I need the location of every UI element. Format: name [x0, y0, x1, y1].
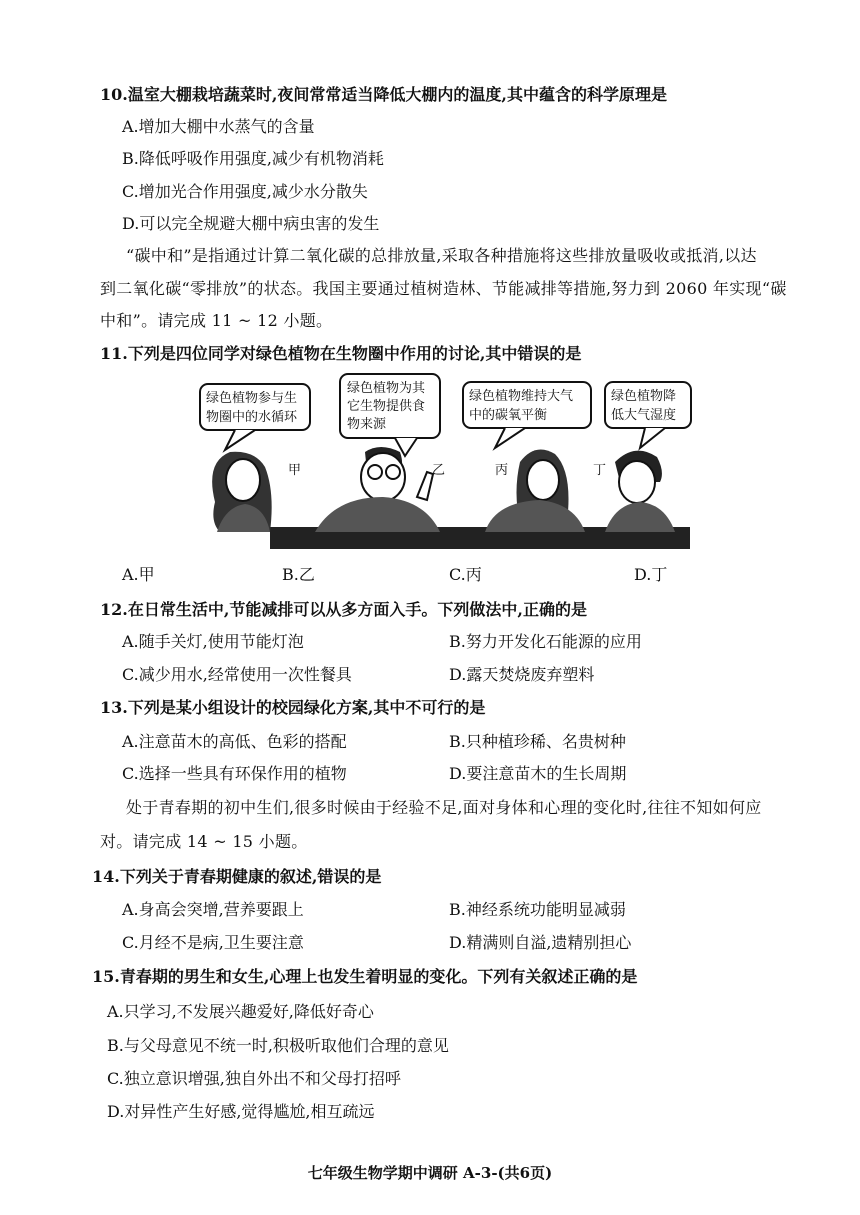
- q12-stem: 12.在日常生活中,节能减排可以从多方面入手。下列做法中,正确的是: [100, 600, 587, 619]
- speaker-yi: 乙: [432, 463, 446, 478]
- speaker-jia: 甲: [288, 463, 302, 478]
- discussion-illustration: [195, 372, 695, 552]
- bubble-bing-line1: 绿色植物维持大气: [469, 389, 574, 404]
- q11-option-b: B.乙: [282, 565, 315, 584]
- q15-option-b: B.与父母意见不统一时,积极听取他们合理的意见: [107, 1036, 449, 1055]
- q13-option-c: C.选择一些具有环保作用的植物: [122, 764, 347, 783]
- speaker-ding: 丁: [593, 463, 607, 478]
- bubble-yi-line1: 绿色植物为其: [347, 381, 426, 396]
- speech-bubble-yi: [340, 374, 440, 456]
- bubble-yi-line3: 物来源: [347, 417, 387, 432]
- bubble-ding-line1: 绿色植物降: [611, 389, 677, 404]
- q14-option-b: B.神经系统功能明显减弱: [449, 900, 626, 919]
- q13-stem: 13.下列是某小组设计的校园绿化方案,其中不可行的是: [100, 698, 486, 717]
- q12-option-a: A.随手关灯,使用节能灯泡: [122, 632, 304, 651]
- q10-option-c: C.增加光合作用强度,减少水分散失: [122, 182, 368, 201]
- q12-option-d: D.露天焚烧废弃塑料: [449, 665, 595, 684]
- q14-option-a: A.身高会突增,营养要跟上: [122, 900, 304, 919]
- student-yi-figure: [315, 447, 440, 532]
- speech-bubble-jia: [200, 384, 310, 450]
- q14-option-c: C.月经不是病,卫生要注意: [122, 933, 304, 952]
- q12-option-b: B.努力开发化石能源的应用: [449, 632, 642, 651]
- q13-option-b: B.只种植珍稀、名贵树种: [449, 732, 626, 751]
- student-jia-figure: [212, 452, 272, 532]
- bubble-jia-line2: 物圈中的水循环: [206, 410, 298, 425]
- q14-stem: 14.下列关于青春期健康的叙述,错误的是: [92, 867, 382, 886]
- bubble-ding-line2: 低大气湿度: [611, 408, 677, 423]
- q11-stem: 11.下列是四位同学对绿色植物在生物圈中作用的讨论,其中错误的是: [100, 344, 582, 363]
- q13-option-a: A.注意苗木的高低、色彩的搭配: [122, 732, 347, 751]
- q11-option-d: D.丁: [634, 565, 668, 584]
- passage-puberty-line1: 处于青春期的初中生们,很多时候由于经验不足,面对身体和心理的变化时,往往不知如何应: [126, 798, 762, 817]
- passage-carbon-neutral-line3: 中和”。请完成 11 ~ 12 小题。: [100, 311, 333, 330]
- passage-carbon-neutral-line1: “碳中和”是指通过计算二氧化碳的总排放量,采取各种措施将这些排放量吸收或抵消,以达: [126, 246, 757, 265]
- q10-option-d: D.可以完全规避大棚中病虫害的发生: [122, 214, 380, 233]
- q10-stem: 10.温室大棚栽培蔬菜时,夜间常常适当降低大棚内的温度,其中蕴含的科学原理是: [100, 85, 667, 104]
- passage-puberty-line2: 对。请完成 14 ~ 15 小题。: [100, 832, 308, 851]
- q15-stem: 15.青春期的男生和女生,心理上也发生着明显的变化。下列有关叙述正确的是: [92, 967, 638, 986]
- speaker-bing: 丙: [495, 463, 509, 478]
- student-bing-figure: [485, 450, 585, 533]
- q10-option-a: A.增加大棚中水蒸气的含量: [122, 117, 315, 136]
- q11-option-a: A.甲: [122, 565, 155, 584]
- passage-carbon-neutral-line2: 到二氧化碳“零排放”的状态。我国主要通过植树造林、节能减排等措施,努力到 2060 年实现“碳: [100, 279, 787, 298]
- q15-option-c: C.独立意识增强,独自外出不和父母打招呼: [107, 1069, 401, 1088]
- q10-option-b: B.降低呼吸作用强度,减少有机物消耗: [122, 149, 384, 168]
- bubble-jia-line1: 绿色植物参与生: [206, 391, 298, 406]
- student-ding-figure: [605, 451, 675, 532]
- bubble-yi-line2: 它生物提供食: [347, 399, 426, 414]
- q13-option-d: D.要注意苗木的生长周期: [449, 764, 627, 783]
- speech-bubble-bing: [463, 382, 591, 448]
- q15-option-d: D.对异性产生好感,觉得尴尬,相互疏远: [107, 1102, 375, 1121]
- q12-option-c: C.减少用水,经常使用一次性餐具: [122, 665, 352, 684]
- page-footer: 七年级生物学期中调研 A-3-(共6页): [307, 1164, 553, 1182]
- bubble-bing-line2: 中的碳氧平衡: [469, 408, 548, 423]
- speech-bubble-ding: [605, 382, 691, 448]
- q11-option-c: C.丙: [449, 565, 482, 584]
- q14-option-d: D.精满则自溢,遗精别担心: [449, 933, 632, 952]
- q15-option-a: A.只学习,不发展兴趣爱好,降低好奇心: [107, 1002, 374, 1021]
